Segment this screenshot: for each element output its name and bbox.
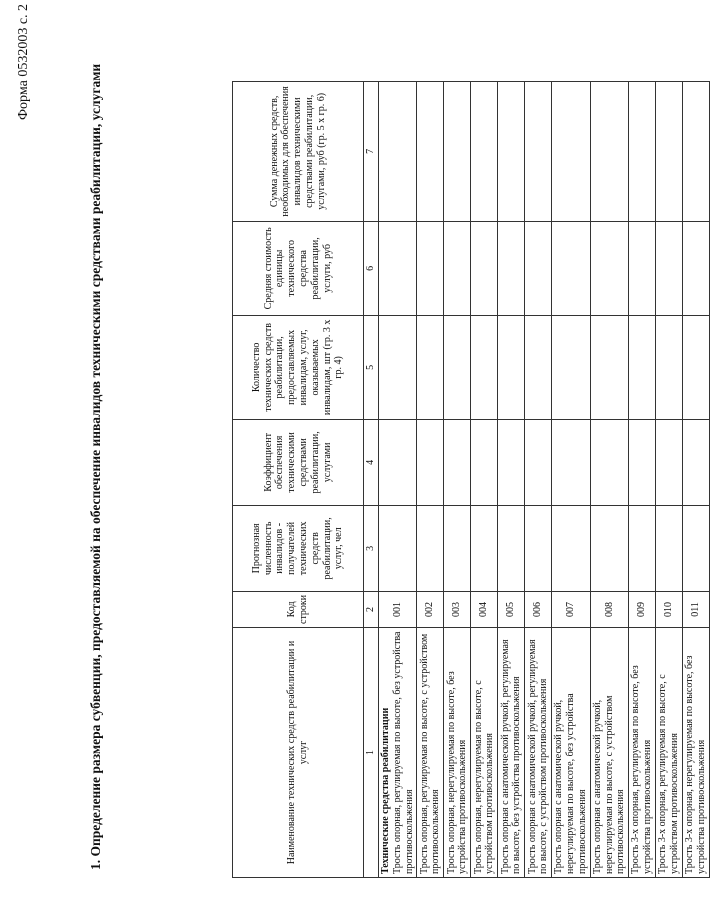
input-cell[interactable] — [444, 419, 471, 505]
row-name: Трость опорная, регулируемая по высоте, без устройства противоскольжения — [391, 631, 415, 874]
row-code: 007 — [552, 591, 590, 627]
input-cell[interactable] — [629, 505, 656, 591]
row-name: Трость опорная с анатомической ручкой, регулируемая по высоте, без устройства противоскольжения — [498, 628, 525, 878]
input-cell[interactable] — [379, 221, 417, 315]
input-cell[interactable] — [525, 81, 552, 221]
input-cell[interactable] — [525, 221, 552, 315]
form-code: Форма 0532003 с. 2 — [16, 3, 31, 120]
input-cell[interactable] — [656, 221, 683, 315]
column-header-code: Код строки — [233, 591, 364, 627]
input-cell[interactable] — [590, 419, 628, 505]
row-name: Трость опорная с анатомической ручкой, регулируемая по высоте, с устройством противоскольжения — [525, 628, 552, 878]
input-cell[interactable] — [683, 315, 710, 419]
input-cell[interactable] — [656, 81, 683, 221]
column-number-row — [364, 81, 379, 877]
input-cell[interactable] — [444, 221, 471, 315]
table-row — [629, 81, 656, 877]
column-header-total-sum: Сумма денежных средств, необходимых для обеспечения инвалидов техническими средствами реабилитации, услугами, руб (гр. 5 x гр. 6) — [233, 81, 364, 221]
row-name: Трость опорная, регулируемая по высоте, с устройством противоскольжения — [417, 628, 444, 878]
input-cell[interactable] — [656, 315, 683, 419]
input-cell[interactable] — [552, 81, 590, 221]
input-cell[interactable] — [498, 419, 525, 505]
row-code: 003 — [444, 591, 471, 627]
input-cell[interactable] — [656, 505, 683, 591]
table-row — [552, 81, 590, 877]
input-cell[interactable] — [590, 315, 628, 419]
input-cell[interactable] — [471, 315, 498, 419]
row-name: Трость опорная, нерегулируемая по высоте, без устройства противоскольжения — [444, 628, 471, 878]
table-row — [444, 81, 471, 877]
column-header-coefficient: Коэффициент обеспечения техническими средствами реабилитации, услугами — [233, 419, 364, 505]
input-cell[interactable] — [629, 315, 656, 419]
input-cell[interactable] — [498, 505, 525, 591]
column-header-name: Наименование технических средств реабилитации и услуг — [233, 628, 364, 878]
input-cell[interactable] — [379, 505, 417, 591]
input-cell[interactable] — [590, 221, 628, 315]
input-cell[interactable] — [417, 419, 444, 505]
input-cell[interactable] — [525, 315, 552, 419]
table-row — [498, 81, 525, 877]
input-cell[interactable] — [444, 81, 471, 221]
input-cell[interactable] — [498, 315, 525, 419]
input-cell[interactable] — [498, 81, 525, 221]
table-row — [683, 81, 710, 877]
input-cell[interactable] — [683, 419, 710, 505]
input-cell[interactable] — [498, 221, 525, 315]
row-code: 004 — [471, 591, 498, 627]
column-header-forecast-count: Прогнозная численность инвалидов - получателей технических средств реабилитации, услуг, чел — [233, 505, 364, 591]
input-cell[interactable] — [379, 419, 417, 505]
column-number: 4 — [364, 419, 379, 505]
column-number: 5 — [364, 315, 379, 419]
input-cell[interactable] — [471, 505, 498, 591]
input-cell[interactable] — [525, 505, 552, 591]
input-cell[interactable] — [417, 81, 444, 221]
table-row — [656, 81, 683, 877]
input-cell[interactable] — [683, 505, 710, 591]
row-code: 002 — [417, 591, 444, 627]
row-name: Трость 3-х опорная, нерегулируемая по высоте, без устройства противоскольжения — [683, 628, 710, 878]
row-code: 005 — [498, 591, 525, 627]
table-row — [379, 81, 417, 877]
column-number: 1 — [364, 628, 379, 878]
column-header-quantity: Количество технических средств реабилитации, предоставляемых инвалидам, услуг, оказываемых инвалидам, шт (гр. 3 x гр. 4) — [233, 315, 364, 419]
input-cell[interactable] — [444, 505, 471, 591]
input-cell[interactable] — [629, 221, 656, 315]
input-cell[interactable] — [379, 81, 417, 221]
table-row — [417, 81, 444, 877]
column-number: 3 — [364, 505, 379, 591]
input-cell[interactable] — [590, 81, 628, 221]
section-heading: Технические средства реабилитации — [380, 707, 391, 874]
input-cell[interactable] — [552, 505, 590, 591]
table-row — [525, 81, 552, 877]
input-cell[interactable] — [417, 315, 444, 419]
column-header-average-cost: Средняя стоимость единицы технического средства реабилитации, услуги, руб — [233, 221, 364, 315]
row-name: Трость 3-х опорная, регулируемая по высоте, с устройством противоскольжения — [656, 628, 683, 878]
row-name: Трость 3-х опорная, регулируемая по высоте, без устройства противоскольжения — [629, 628, 656, 878]
row-code: 006 — [525, 591, 552, 627]
input-cell[interactable] — [471, 419, 498, 505]
section-title: 1. Определение размера субвенции, предоставляемой на обеспечение инвалидов техническими средствами реабилитации, услугами — [88, 63, 103, 870]
row-code: 001 — [379, 591, 417, 627]
row-code: 011 — [683, 591, 710, 627]
input-cell[interactable] — [471, 221, 498, 315]
input-cell[interactable] — [629, 419, 656, 505]
input-cell[interactable] — [683, 81, 710, 221]
input-cell[interactable] — [552, 221, 590, 315]
input-cell[interactable] — [471, 81, 498, 221]
column-number: 7 — [364, 81, 379, 221]
input-cell[interactable] — [417, 221, 444, 315]
input-cell[interactable] — [417, 505, 444, 591]
table-row — [471, 81, 498, 877]
input-cell[interactable] — [552, 315, 590, 419]
subvention-table — [232, 81, 710, 878]
row-code: 009 — [629, 591, 656, 627]
column-number: 6 — [364, 221, 379, 315]
input-cell[interactable] — [629, 81, 656, 221]
row-name: Трость опорная с анатомической ручкой, нерегулируемая по высоте, без устройства противоскольжения — [552, 628, 590, 878]
input-cell[interactable] — [444, 315, 471, 419]
row-name: Трость опорная с анатомической ручкой, нерегулируемая по высоте, с устройством противоскольжения — [590, 628, 628, 878]
column-number: 2 — [364, 591, 379, 627]
input-cell[interactable] — [552, 419, 590, 505]
row-code: 008 — [590, 591, 628, 627]
row-code: 010 — [656, 591, 683, 627]
input-cell[interactable] — [379, 315, 417, 419]
header-row — [233, 81, 364, 877]
table-row — [590, 81, 628, 877]
input-cell[interactable] — [525, 419, 552, 505]
row-name-cell — [379, 628, 417, 878]
input-cell[interactable] — [590, 505, 628, 591]
row-name: Трость опорная, нерегулируемая по высоте, с устройством противоскольжения — [471, 628, 498, 878]
input-cell[interactable] — [683, 221, 710, 315]
input-cell[interactable] — [656, 419, 683, 505]
